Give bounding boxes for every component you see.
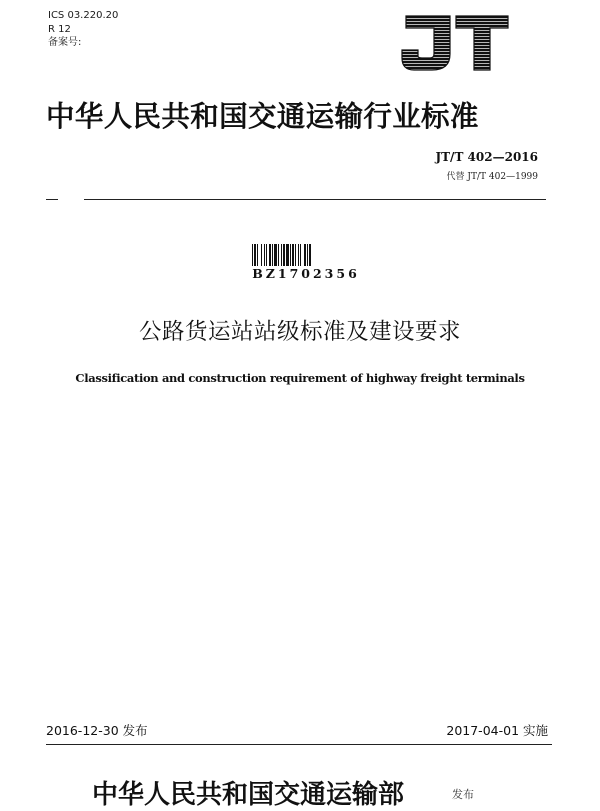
publisher-name: 中华人民共和国交通运输部 <box>92 780 405 810</box>
barcode-bar <box>269 244 271 266</box>
ccs-code: R 12 <box>48 23 71 35</box>
document-title-english: Classification and construction requirement of highway freight terminals <box>75 371 525 385</box>
barcode-bar <box>307 244 308 266</box>
footer-divider <box>46 744 552 745</box>
barcode-bar <box>252 244 253 266</box>
barcode-bar <box>298 244 299 266</box>
header-divider-gap <box>58 196 84 202</box>
barcode-bar <box>292 244 294 266</box>
barcode-bar <box>257 244 258 266</box>
barcode-bar <box>304 244 306 266</box>
barcode-bar <box>272 244 273 266</box>
issuing-agency-title: 中华人民共和国交通运输行业标准 <box>46 100 479 133</box>
jt-logo-letter-t <box>456 16 508 70</box>
replaces-standard: 代替 JT/T 402—1999 <box>446 172 538 182</box>
document-title-chinese: 公路货运站站级标准及建设要求 <box>138 319 461 345</box>
barcode-bar <box>283 244 285 266</box>
classification-block <box>48 9 118 50</box>
issue-date: 2016-12-30 发布 <box>46 723 148 738</box>
barcode-bar <box>309 244 311 266</box>
barcode-bar <box>295 244 296 266</box>
ics-code: ICS 03.220.20 <box>48 10 119 21</box>
publisher-suffix: 发布 <box>452 788 474 801</box>
barcode-bar <box>286 244 289 266</box>
barcode-bar <box>254 244 256 266</box>
barcode-bar <box>264 244 265 266</box>
barcode-bar <box>290 244 291 266</box>
jt-logo-letter-j <box>402 16 450 70</box>
barcode-bar <box>266 244 267 266</box>
barcode-bar <box>300 244 301 266</box>
standard-number: JT/T 402—2016 <box>435 150 538 164</box>
header-divider <box>46 199 546 200</box>
barcode-bar <box>278 244 279 266</box>
implementation-date: 2017-04-01 实施 <box>446 723 548 738</box>
record-number-label: 备案号: <box>48 37 82 48</box>
barcode-bar <box>261 244 262 266</box>
barcode-number: BZ1702356 <box>252 266 360 281</box>
jt-logo <box>400 14 510 72</box>
barcode <box>252 244 360 266</box>
barcode-bar <box>274 244 277 266</box>
barcode-bar <box>281 244 282 266</box>
